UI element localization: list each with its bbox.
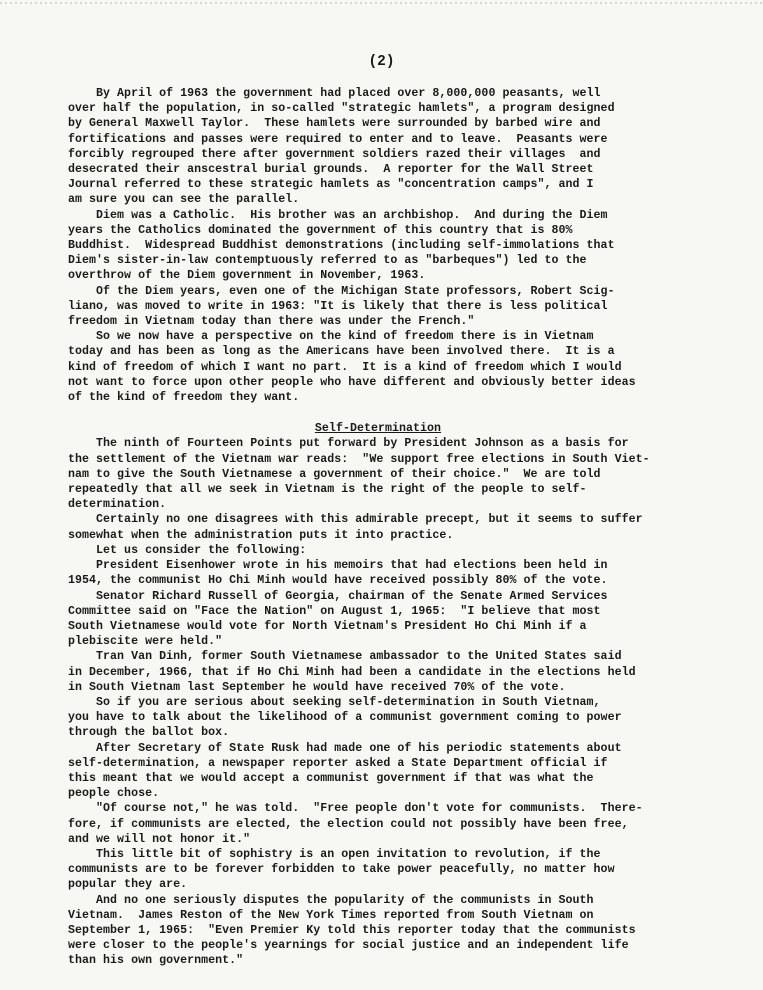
page-number: (2)	[368, 54, 395, 70]
section-heading: Self-Determination	[314, 422, 442, 436]
paragraph-diem-catholic: Diem was a Catholic. His brother was an archbishop. And during the Diem years the Catholics dominated the government of this country that is 80% Buddhist. Widespread Buddhist demonstrations (including self-immolations that Diem's sister-in-law contemptuously referred to as "barbeques") led to the overthrow of the Diem government in November, 1963.	[68, 208, 615, 283]
paragraph-eisenhower: President Eisenhower wrote in his memoirs that had elections been held in 1954, the communist Ho Chi Minh would have received possibly 80% of the vote.	[68, 559, 608, 588]
paragraph-admirable-precept: Certainly no one disagrees with this admirable precept, but it seems to suffer somewhat when the administration puts it into practice.	[68, 513, 643, 542]
top-edge-line	[0, 2, 763, 4]
paragraph-ballot-box: So if you are serious about seeking self-determination in South Vietnam, you have to talk about the likelihood of a communist government coming to power through the ballot box.	[68, 695, 622, 740]
paragraph-consider-following: Let us consider the following:	[68, 543, 307, 557]
paragraph-fourteen-points: The ninth of Fourteen Points put forward by President Johnson as a basis for the settlement of the Vietnam war reads: "We support free elections in South Viet- nam to give the South Vietnamese a government of their choice." We are told repeatedly that all we seek in Vietnam is the right of the people to self- determination.	[68, 437, 650, 512]
paragraph-of-course-not: "Of course not," he was told. "Free people don't vote for communists. There- fore, if communists are elected, the election could not possibly have been free, and we will not honor it."	[68, 802, 643, 846]
paragraph-strategic-hamlets: By April of 1963 the government had placed over 8,000,000 peasants, well over half the population, in so-called "strategic hamlets", a program designed by General Maxwell Taylor. These hamlets were surrounded by barbed wire and fortifications and passes were required to enter and to leave. Peasants were forcibly regrouped there after government soldiers razed their villages and desecrated their anscestral burial grounds. A reporter for the Wall Street Journal referred to these strategic hamlets as "concentration camps", and I am sure you can see the parallel.	[68, 87, 615, 207]
paragraph-scigliano: Of the Diem years, even one of the Michigan State professors, Robert Scig- liano, was moved to write in 1963: "It is likely that there is less political freedom in Vietnam today than there was under the French."	[68, 284, 615, 329]
paragraph-russell: Senator Richard Russell of Georgia, chairman of the Senate Armed Services Committee said on "Face the Nation" on August 1, 1965: "I believe that most South Vietnamese would vote for North Vietnam's President Ho Chi Minh if a plebiscite were held."	[68, 589, 608, 649]
paragraph-rusk: After Secretary of State Rusk had made one of his periodic statements about self-determination, a newspaper reporter asked a State Department official if this meant that we would accept a communist government if that was what the people chose.	[68, 741, 622, 801]
paragraph-perspective-freedom: So we now have a perspective on the kind of freedom there is in Vietnam today and has been as long as the Americans have been involved there. It is a kind of freedom of which I want no part. It is a kind of freedom which I would not want to force upon other people who have different and obviously better ideas of the kind of freedom they want.	[68, 330, 636, 405]
body-text	[68, 86, 688, 969]
paragraph-tran-van-dinh: Tran Van Dinh, former South Vietnamese ambassador to the United States said in December, 1966, that if Ho Chi Minh had been a candidate in the elections held in South Vietnam last September he would have received 70% of the vote.	[68, 650, 636, 694]
paragraph-sophistry: This little bit of sophistry is an open invitation to revolution, if the communists are to be forever forbidden to take power peacefully, no matter how popular they are.	[68, 847, 615, 892]
paragraph-reston: And no one seriously disputes the popularity of the communists in South Vietnam. James Reston of the New York Times reported from South Vietnam on September 1, 1965: "Even Premier Ky told this reporter today that the communists were closer to the people's yearnings for social justice and an independent life than his own government."	[68, 893, 636, 968]
